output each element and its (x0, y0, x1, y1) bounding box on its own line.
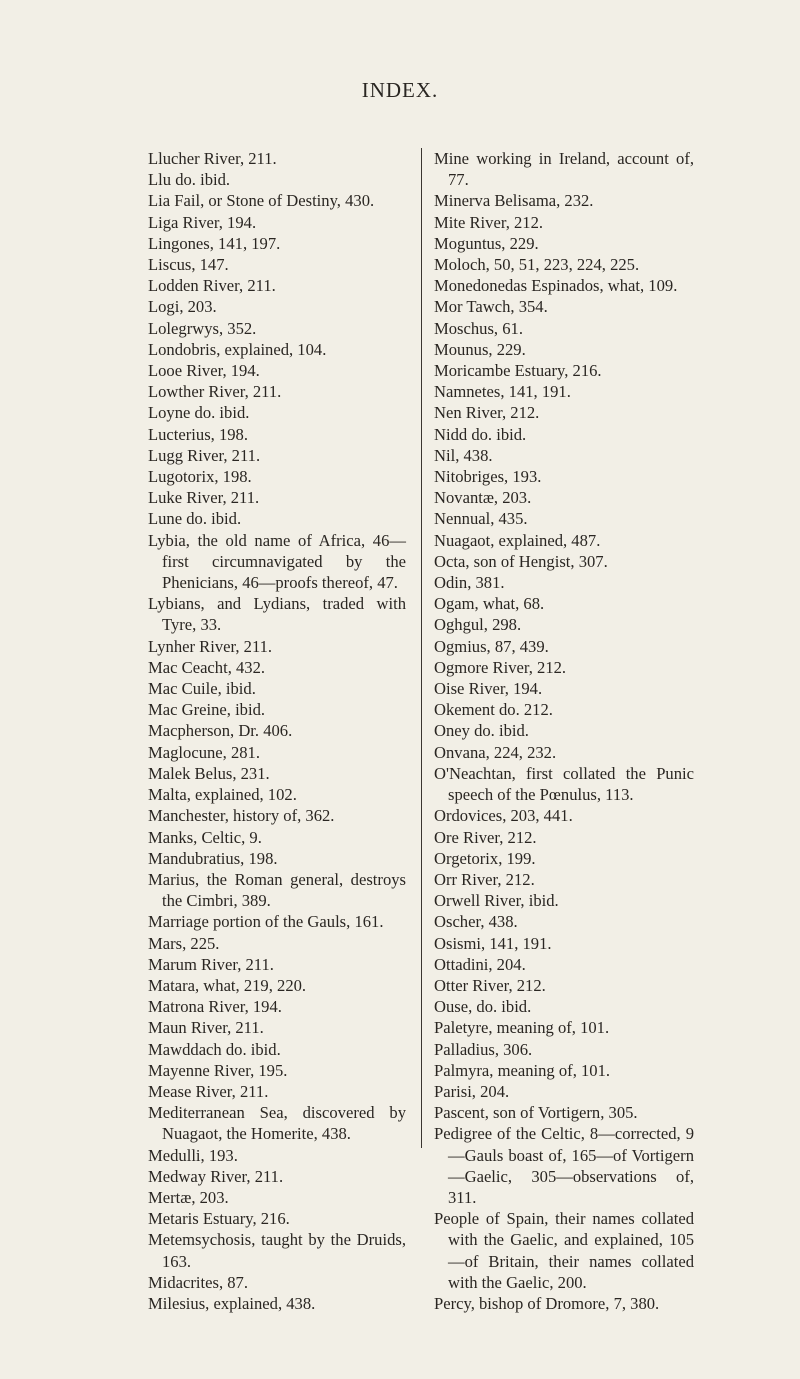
index-entry: Mandubratius, 198. (148, 848, 278, 868)
index-entry: Ouse, do. ibid. (434, 997, 532, 1017)
index-entry: Octa, son of Hengist, 307. (434, 551, 608, 571)
index-entry: Londobris, explained, 104. (148, 339, 327, 359)
index-entry: Nitobriges, 193. (434, 467, 542, 487)
index-entry: Mars, 225. (148, 933, 220, 953)
index-entry: Midacrites, 87. (148, 1272, 249, 1292)
index-entry: Minerva Belisama, 232. (434, 191, 594, 211)
index-entry: Nil, 438. (434, 445, 493, 465)
index-entry: Lybians, and Lydians, traded with Tyre, 33. (148, 594, 406, 635)
index-entry: Orgetorix, 199. (434, 848, 536, 868)
index-entry: Lolegrwys, 352. (148, 318, 257, 338)
index-entry: Mediterranean Sea, discovered by Nuagaot, the Homerite, 438. (148, 1103, 406, 1144)
index-entry: Malek Belus, 231. (148, 763, 270, 783)
index-entry: Palladius, 306. (434, 1039, 533, 1059)
index-entry: Lugg River, 211. (148, 445, 261, 465)
column-divider (421, 148, 422, 1148)
index-entry: Novantæ, 203. (434, 488, 532, 508)
index-entry: Okement do. 212. (434, 700, 553, 720)
index-entry: Liscus, 147. (148, 255, 229, 275)
index-entry: Moloch, 50, 51, 223, 224, 225. (434, 255, 640, 275)
index-entry: Monedonedas Espinados, what, 109. (434, 276, 678, 296)
index-entry: Malta, explained, 102. (148, 785, 297, 805)
index-entry: O'Neachtan, first collated the Punic speech of the Pœnulus, 113. (434, 763, 694, 805)
index-entry: Loyne do. ibid. (148, 403, 250, 423)
index-entry: Matrona River, 194. (148, 997, 282, 1017)
index-entry: Moguntus, 229. (434, 233, 539, 253)
index-entry: Llu do. ibid. (148, 170, 231, 190)
index-entry: Onvana, 224, 232. (434, 742, 557, 762)
index-entry: Osismi, 141, 191. (434, 933, 552, 953)
index-entry: Oise River, 194. (434, 679, 543, 699)
index-entry: Namnetes, 141, 191. (434, 382, 571, 402)
index-entry: Moricambe Estuary, 216. (434, 361, 602, 381)
index-entry: Lodden River, 211. (148, 276, 276, 296)
index-entry: Marriage portion of the Gauls, 161. (148, 912, 384, 932)
index-entry: Mac Ceacht, 432. (148, 657, 266, 677)
index-entry: Ogmore River, 212. (434, 657, 567, 677)
index-entry: Marius, the Roman general, destroys the Cimbri, 389. (148, 869, 406, 911)
index-entry: Medulli, 193. (148, 1145, 238, 1165)
index-entry: Mor Tawch, 354. (434, 297, 548, 317)
index-entry: Matara, what, 219, 220. (148, 975, 307, 995)
index-entry: Palmyra, meaning of, 101. (434, 1060, 611, 1080)
index-entry: Mite River, 212. (434, 212, 544, 232)
index-entry: Lingones, 141, 197. (148, 233, 281, 253)
index-entry: Medway River, 211. (148, 1166, 284, 1186)
index-entry: Orr River, 212. (434, 869, 535, 889)
index-entry: Metemsychosis, taught by the Druids, 163. (148, 1230, 406, 1271)
index-entry: Mounus, 229. (434, 339, 526, 359)
index-entry: Lucterius, 198. (148, 424, 249, 444)
index-entry: Oscher, 438. (434, 912, 518, 932)
index-entry: Looe River, 194. (148, 361, 260, 381)
index-entry: Lune do. ibid. (148, 509, 242, 529)
index-entry: Ogmius, 87, 439. (434, 636, 549, 656)
index-entry: Oney do. ibid. (434, 721, 529, 741)
index-entry: Metaris Estuary, 216. (148, 1209, 290, 1229)
index-entry: Nen River, 212. (434, 403, 540, 423)
index-entry: Luke River, 211. (148, 488, 260, 508)
index-entry: Marum River, 211. (148, 954, 274, 974)
index-entry: Lybia, the old name of Africa, 46—first circumnavigated by the Phenicians, 46—proofs thereof, 47. (148, 530, 406, 593)
index-entry: Parisi, 204. (434, 1081, 510, 1101)
index-entry: People of Spain, their names collated with the Gaelic, and explained, 105—of Britain, their names collated with the Gaelic, 200. (434, 1209, 694, 1292)
index-entry: Liga River, 194. (148, 212, 257, 232)
index-entry: Mac Greine, ibid. (148, 700, 266, 720)
index-entry: Ordovices, 203, 441. (434, 806, 573, 826)
index-entry: Nennual, 435. (434, 509, 528, 529)
index-entry: Macpherson, Dr. 406. (148, 721, 293, 741)
index-entry: Mease River, 211. (148, 1081, 269, 1101)
index-entry: Lugotorix, 198. (148, 467, 252, 487)
index-column-right (434, 148, 694, 1314)
index-entry: Logi, 203. (148, 297, 217, 317)
index-entry: Ottadini, 204. (434, 954, 526, 974)
index-entry: Manchester, history of, 362. (148, 806, 335, 826)
index-entry: Lowther River, 211. (148, 382, 282, 402)
index-entry: Lia Fail, or Stone of Destiny, 430. (148, 191, 375, 211)
index-entry: Pascent, son of Vortigern, 305. (434, 1103, 638, 1123)
index-entry: Orwell River, ibid. (434, 891, 559, 911)
index-entry: Moschus, 61. (434, 318, 523, 338)
index-entry: Mawddach do. ibid. (148, 1039, 281, 1059)
index-entry: Maun River, 211. (148, 1018, 264, 1038)
index-entry: Maglocune, 281. (148, 742, 260, 762)
index-entry: Pedigree of the Celtic, 8—corrected, 9—Gauls boast of, 165—of Vortigern—Gaelic, 305—observations of, 311. (434, 1124, 694, 1207)
index-entry: Nuagaot, explained, 487. (434, 530, 601, 550)
index-entry: Odin, 381. (434, 573, 505, 593)
index-entry: Mine working in Ireland, account of, 77. (434, 149, 694, 190)
index-entry: Percy, bishop of Dromore, 7, 380. (434, 1293, 660, 1313)
index-entry: Milesius, explained, 438. (148, 1293, 316, 1313)
index-entry: Paletyre, meaning of, 101. (434, 1018, 610, 1038)
index-entry: Lynher River, 211. (148, 636, 273, 656)
index-entry: Mac Cuile, ibid. (148, 679, 256, 699)
index-entry: Mayenne River, 195. (148, 1060, 288, 1080)
index-entry: Ogam, what, 68. (434, 594, 545, 614)
index-entry: Llucher River, 211. (148, 149, 277, 168)
page-title: INDEX. (361, 78, 439, 102)
index-entry: Oghgul, 298. (434, 615, 522, 635)
index-entry: Ore River, 212. (434, 827, 537, 847)
index-entry: Mertæ, 203. (148, 1187, 229, 1207)
index-column-left (148, 148, 406, 1314)
index-entry: Manks, Celtic, 9. (148, 827, 262, 847)
index-entry: Nidd do. ibid. (434, 424, 527, 444)
index-entry: Otter River, 212. (434, 975, 546, 995)
